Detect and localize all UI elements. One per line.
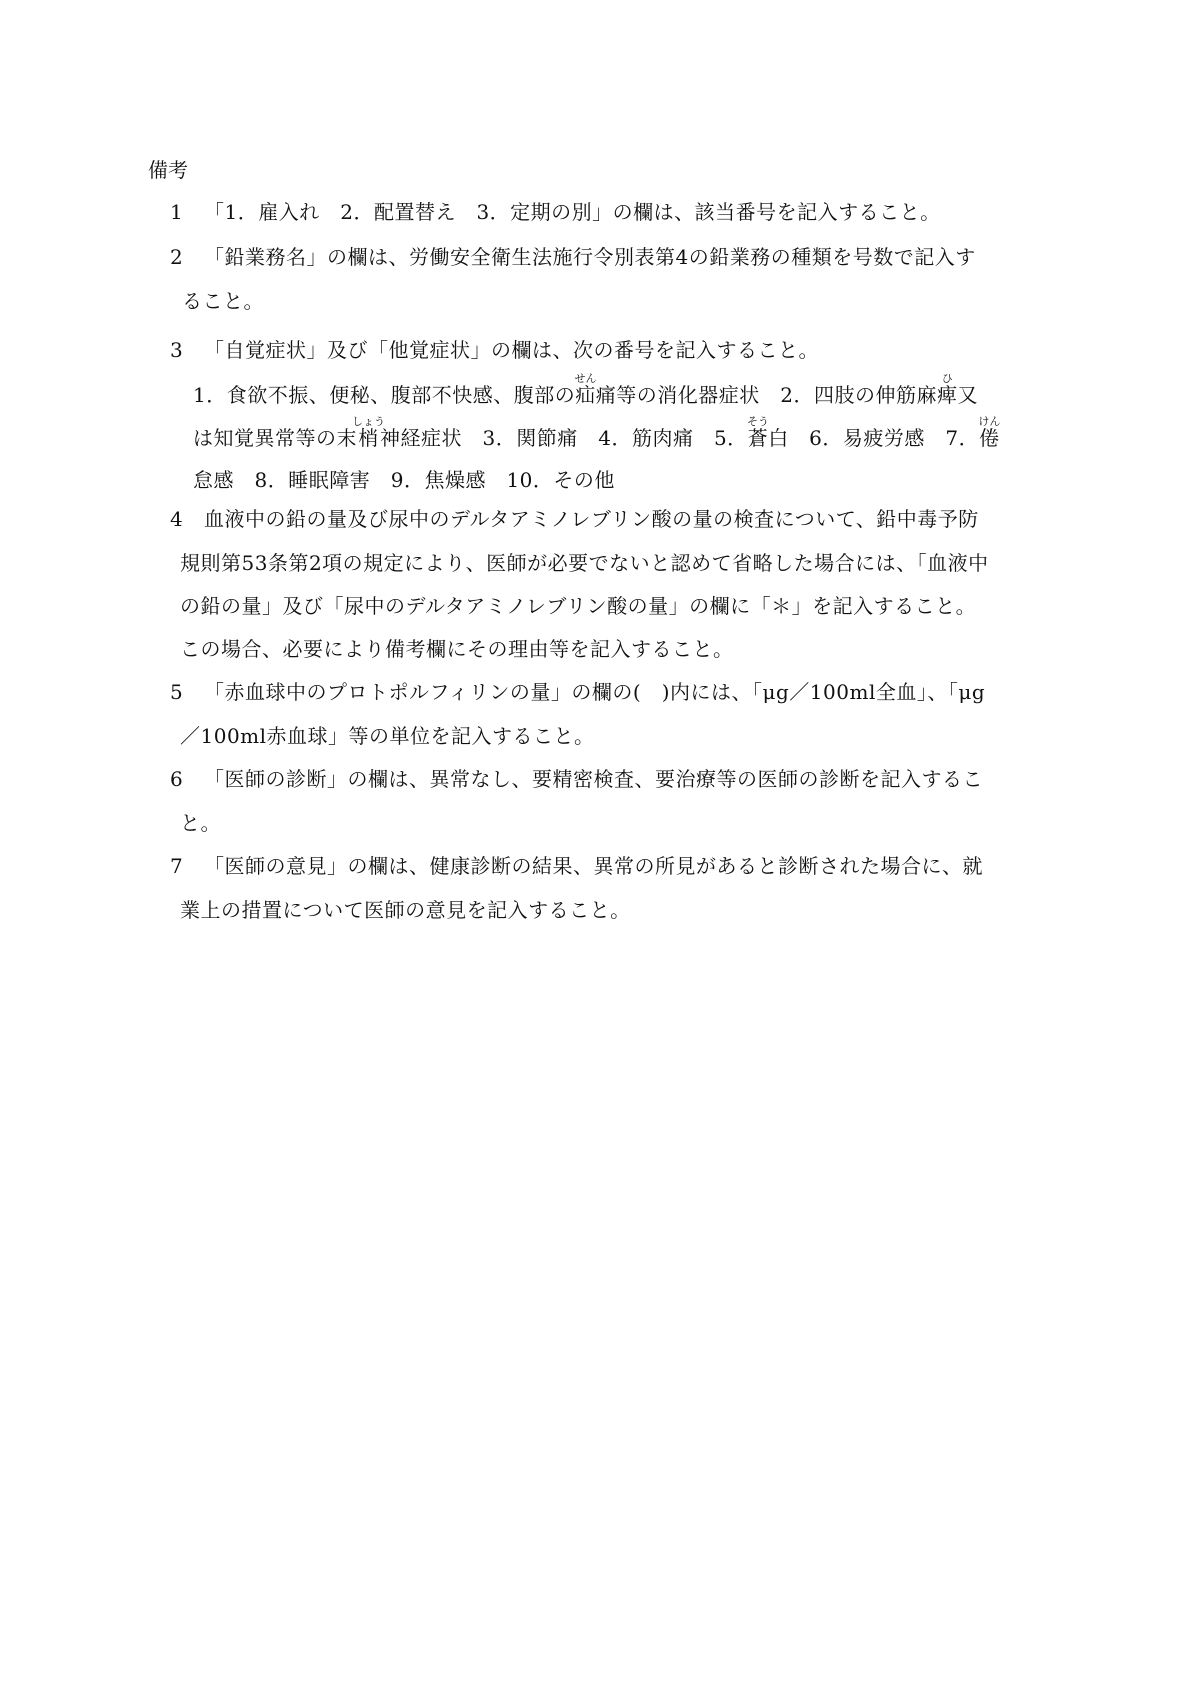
note-number: 5 (170, 680, 184, 704)
note-number: 1 (170, 200, 184, 224)
ruby-word (574, 372, 597, 407)
note-3-sub-line-1 (193, 372, 978, 407)
note-text: ／100ml赤血球」等の単位を記入すること。 (180, 724, 595, 748)
note-2-line-2 (182, 289, 264, 313)
note-text: と。 (180, 811, 221, 835)
ruby-reading: ひ (936, 372, 958, 385)
sub-text: 怠感 8．睡眠障害 9．焦燥感 10．その他 (193, 468, 615, 492)
note-6-line-2 (180, 811, 221, 835)
note-text: 「赤血球中のプロトポルフィリンの量」の欄の( )内には、「μg／100ml全血」、「μg (204, 680, 986, 704)
note-4-line-3 (180, 594, 976, 618)
ruby-word (352, 415, 385, 450)
note-number: 6 (170, 767, 184, 791)
ruby-base: 痺 (936, 383, 958, 407)
sub-text: 痛等の消化器症状 2．四肢の伸筋麻 (595, 383, 937, 407)
sub-text: は知覚異常等の末 (193, 426, 357, 450)
note-4-line-4 (180, 637, 734, 661)
sub-text: 又 (957, 383, 978, 407)
ruby-reading: しょう (352, 415, 385, 428)
ruby-word (746, 415, 769, 450)
note-text: 「1．雇入れ 2．配置替え 3．定期の別」の欄は、該当番号を記入すること。 (204, 200, 941, 224)
sub-text: 1．食欲不振、便秘、腹部不快感、腹部の (193, 383, 576, 407)
notes-heading: 備考 (148, 158, 188, 182)
note-3-line-1 (170, 338, 819, 362)
note-number: 7 (170, 854, 184, 878)
note-text: ること。 (182, 289, 264, 313)
note-5-line-2 (180, 724, 595, 748)
ruby-reading: けん (978, 415, 1001, 428)
note-text: の鉛の量」及び「尿中のデルタアミノレブリン酸の量」の欄に「＊」を記入すること。 (180, 594, 977, 618)
ruby-base: 梢 (352, 426, 385, 450)
note-3-sub-line-3 (193, 468, 615, 492)
note-5-line-1 (170, 680, 985, 704)
sub-text: 神経症状 3．関節痛 4．筋肉痛 5． (380, 426, 748, 450)
ruby-base: 疝 (574, 383, 597, 407)
note-text: 規則第53条第2項の規定により、医師が必要でないと認めて省略した場合には、「血液中 (180, 551, 989, 575)
note-6-line-1 (170, 767, 983, 791)
note-4-line-1 (170, 507, 979, 531)
note-text: 「自覚症状」及び「他覚症状」の欄は、次の番号を記入すること。 (204, 338, 819, 362)
note-4-line-2 (180, 551, 989, 575)
note-3-sub-line-2 (193, 415, 1000, 450)
ruby-base: 倦 (978, 426, 1001, 450)
ruby-base: 蒼 (746, 426, 769, 450)
note-number: 3 (170, 338, 184, 362)
note-text: この場合、必要により備考欄にその理由等を記入すること。 (180, 637, 734, 661)
note-1-line-1 (170, 200, 941, 224)
note-text: 業上の措置について医師の意見を記入すること。 (180, 898, 631, 922)
ruby-reading: そう (746, 415, 769, 428)
note-text: 「医師の意見」の欄は、健康診断の結果、異常の所見があると診断された場合に、就 (204, 854, 983, 878)
note-number: 2 (170, 245, 184, 269)
note-7-line-2 (180, 898, 631, 922)
note-text: 血液中の鉛の量及び尿中のデルタアミノレブリン酸の量の検査について、鉛中毒予防 (204, 507, 979, 531)
ruby-word (936, 372, 958, 407)
note-7-line-1 (170, 854, 983, 878)
ruby-reading: せん (574, 372, 597, 385)
note-text: 「医師の診断」の欄は、異常なし、要精密検査、要治療等の医師の診断を記入するこ (204, 767, 983, 791)
note-2-line-1 (170, 245, 976, 269)
ruby-word (978, 415, 1001, 450)
sub-text: 白 6．易疲労感 7． (768, 426, 980, 450)
note-text: 「鉛業務名」の欄は、労働安全衛生法施行令別表第4の鉛業務の種類を号数で記入す (204, 245, 976, 269)
note-number: 4 (170, 507, 184, 531)
